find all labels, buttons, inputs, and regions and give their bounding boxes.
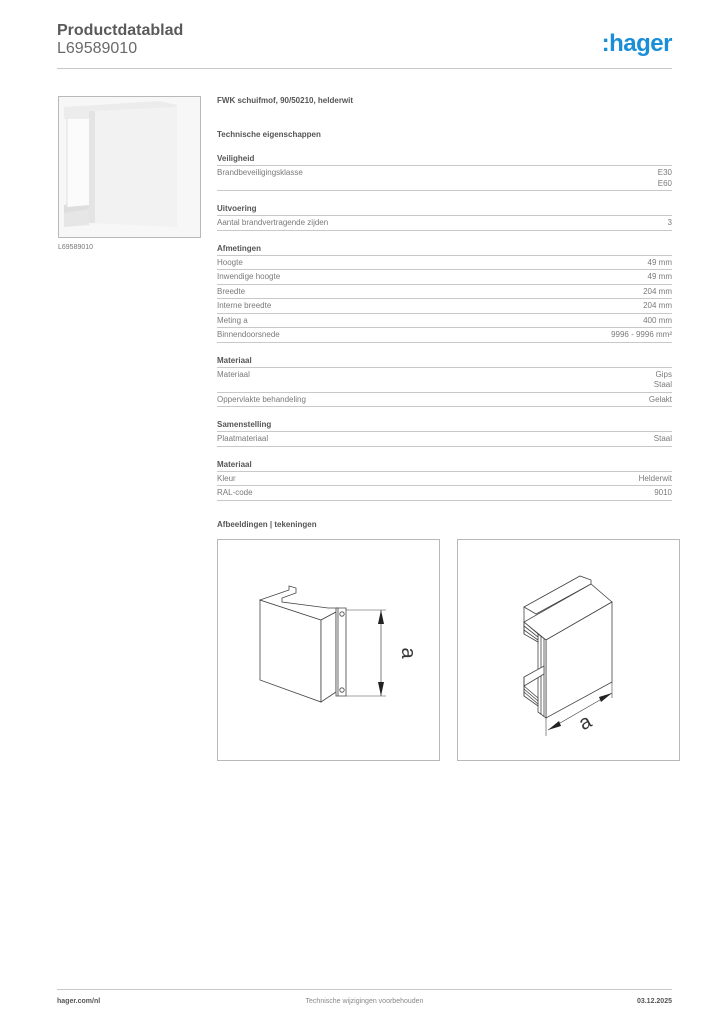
spec-row bbox=[217, 216, 672, 231]
spec-label: Materiaal bbox=[217, 369, 250, 379]
spec-section-afmetingen bbox=[217, 244, 672, 343]
header-divider bbox=[57, 68, 672, 69]
spec-value: Staal bbox=[653, 380, 672, 389]
section-title: Veiligheid bbox=[217, 154, 672, 166]
footer-date: 03.12.2025 bbox=[636, 998, 672, 1005]
spec-value: Gelakt bbox=[648, 394, 672, 404]
product-photo bbox=[58, 96, 201, 238]
drawings-title: Afbeeldingen | tekeningen bbox=[217, 520, 317, 529]
footer-divider bbox=[57, 989, 672, 990]
spec-label: Binnendoorsnede bbox=[217, 330, 280, 339]
spec-section-materiaal bbox=[217, 356, 672, 408]
spec-row bbox=[217, 393, 672, 408]
spec-row bbox=[217, 472, 672, 487]
technical-drawing-2 bbox=[458, 540, 679, 760]
spec-value: 204 mm bbox=[643, 286, 672, 296]
product-name: FWK schuifmof, 90/50210, helderwit bbox=[217, 96, 354, 105]
tech-properties-title: Technische eigenschappen bbox=[217, 130, 321, 139]
document-title: Productdatablad bbox=[57, 22, 184, 39]
section-title: Materiaal bbox=[217, 356, 672, 368]
spec-row bbox=[217, 368, 672, 393]
spec-row bbox=[217, 285, 672, 300]
section-title: Afmetingen bbox=[217, 244, 672, 256]
section-title: Uitvoering bbox=[217, 204, 672, 216]
spec-value: 9996 - 9996 mm² bbox=[611, 330, 672, 339]
section-title: Materiaal bbox=[217, 460, 672, 472]
spec-row bbox=[217, 486, 672, 501]
spec-value: 204 mm bbox=[643, 301, 672, 310]
spec-value: 400 mm bbox=[643, 315, 672, 325]
spec-section-materiaal-kleur bbox=[217, 460, 672, 501]
footer-website-link[interactable]: hager.com/nl bbox=[57, 998, 101, 1005]
spec-row bbox=[217, 299, 672, 314]
spec-label: Meting a bbox=[217, 315, 248, 325]
technical-drawing-1 bbox=[218, 540, 439, 760]
spec-section-veiligheid bbox=[217, 154, 672, 191]
spec-label: Plaatmateriaal bbox=[217, 434, 269, 443]
spec-value: 49 mm bbox=[647, 272, 672, 281]
hager-logo: :hager bbox=[601, 30, 672, 57]
spec-value: 9010 bbox=[654, 488, 672, 497]
spec-label: Interne breedte bbox=[217, 301, 272, 310]
spec-value: 3 bbox=[667, 218, 672, 227]
spec-label: Aantal brandvertragende zijden bbox=[217, 218, 329, 227]
product-code: L69589010 bbox=[57, 40, 138, 57]
product-photo-illustration bbox=[59, 97, 200, 237]
document-header bbox=[57, 22, 672, 58]
technical-drawing-height bbox=[217, 539, 440, 761]
spec-value: Helderwit bbox=[638, 473, 672, 483]
product-photo-caption: L69589010 bbox=[58, 244, 94, 251]
spec-row bbox=[217, 270, 672, 285]
spec-value: Staal bbox=[653, 434, 672, 443]
technical-drawing-width bbox=[457, 539, 680, 761]
spec-label: Breedte bbox=[217, 286, 246, 296]
spec-value: 49 mm bbox=[647, 257, 672, 267]
product-specs bbox=[217, 95, 672, 501]
footer-disclaimer: Technische wijzigingen voorbehouden bbox=[305, 998, 424, 1005]
dimension-label: a bbox=[397, 647, 419, 659]
spec-label: Oppervlakte behandeling bbox=[217, 394, 306, 404]
spec-row bbox=[217, 328, 672, 343]
spec-label: Inwendige hoogte bbox=[217, 272, 281, 281]
spec-row bbox=[217, 256, 672, 271]
spec-label: Hoogte bbox=[217, 257, 243, 267]
dimension-label: a bbox=[575, 710, 596, 736]
spec-row bbox=[217, 432, 672, 447]
spec-row bbox=[217, 166, 672, 191]
spec-section-samenstelling bbox=[217, 420, 672, 447]
section-title: Samenstelling bbox=[217, 420, 672, 432]
spec-label: Kleur bbox=[217, 473, 236, 483]
spec-row bbox=[217, 314, 672, 329]
spec-section-uitvoering bbox=[217, 204, 672, 231]
spec-label: Brandbeveiligingsklasse bbox=[217, 168, 303, 177]
spec-value: Gips bbox=[655, 369, 672, 379]
spec-value: E60 bbox=[657, 178, 672, 188]
spec-label: RAL-code bbox=[217, 488, 253, 497]
spec-value: E30 bbox=[657, 168, 672, 177]
